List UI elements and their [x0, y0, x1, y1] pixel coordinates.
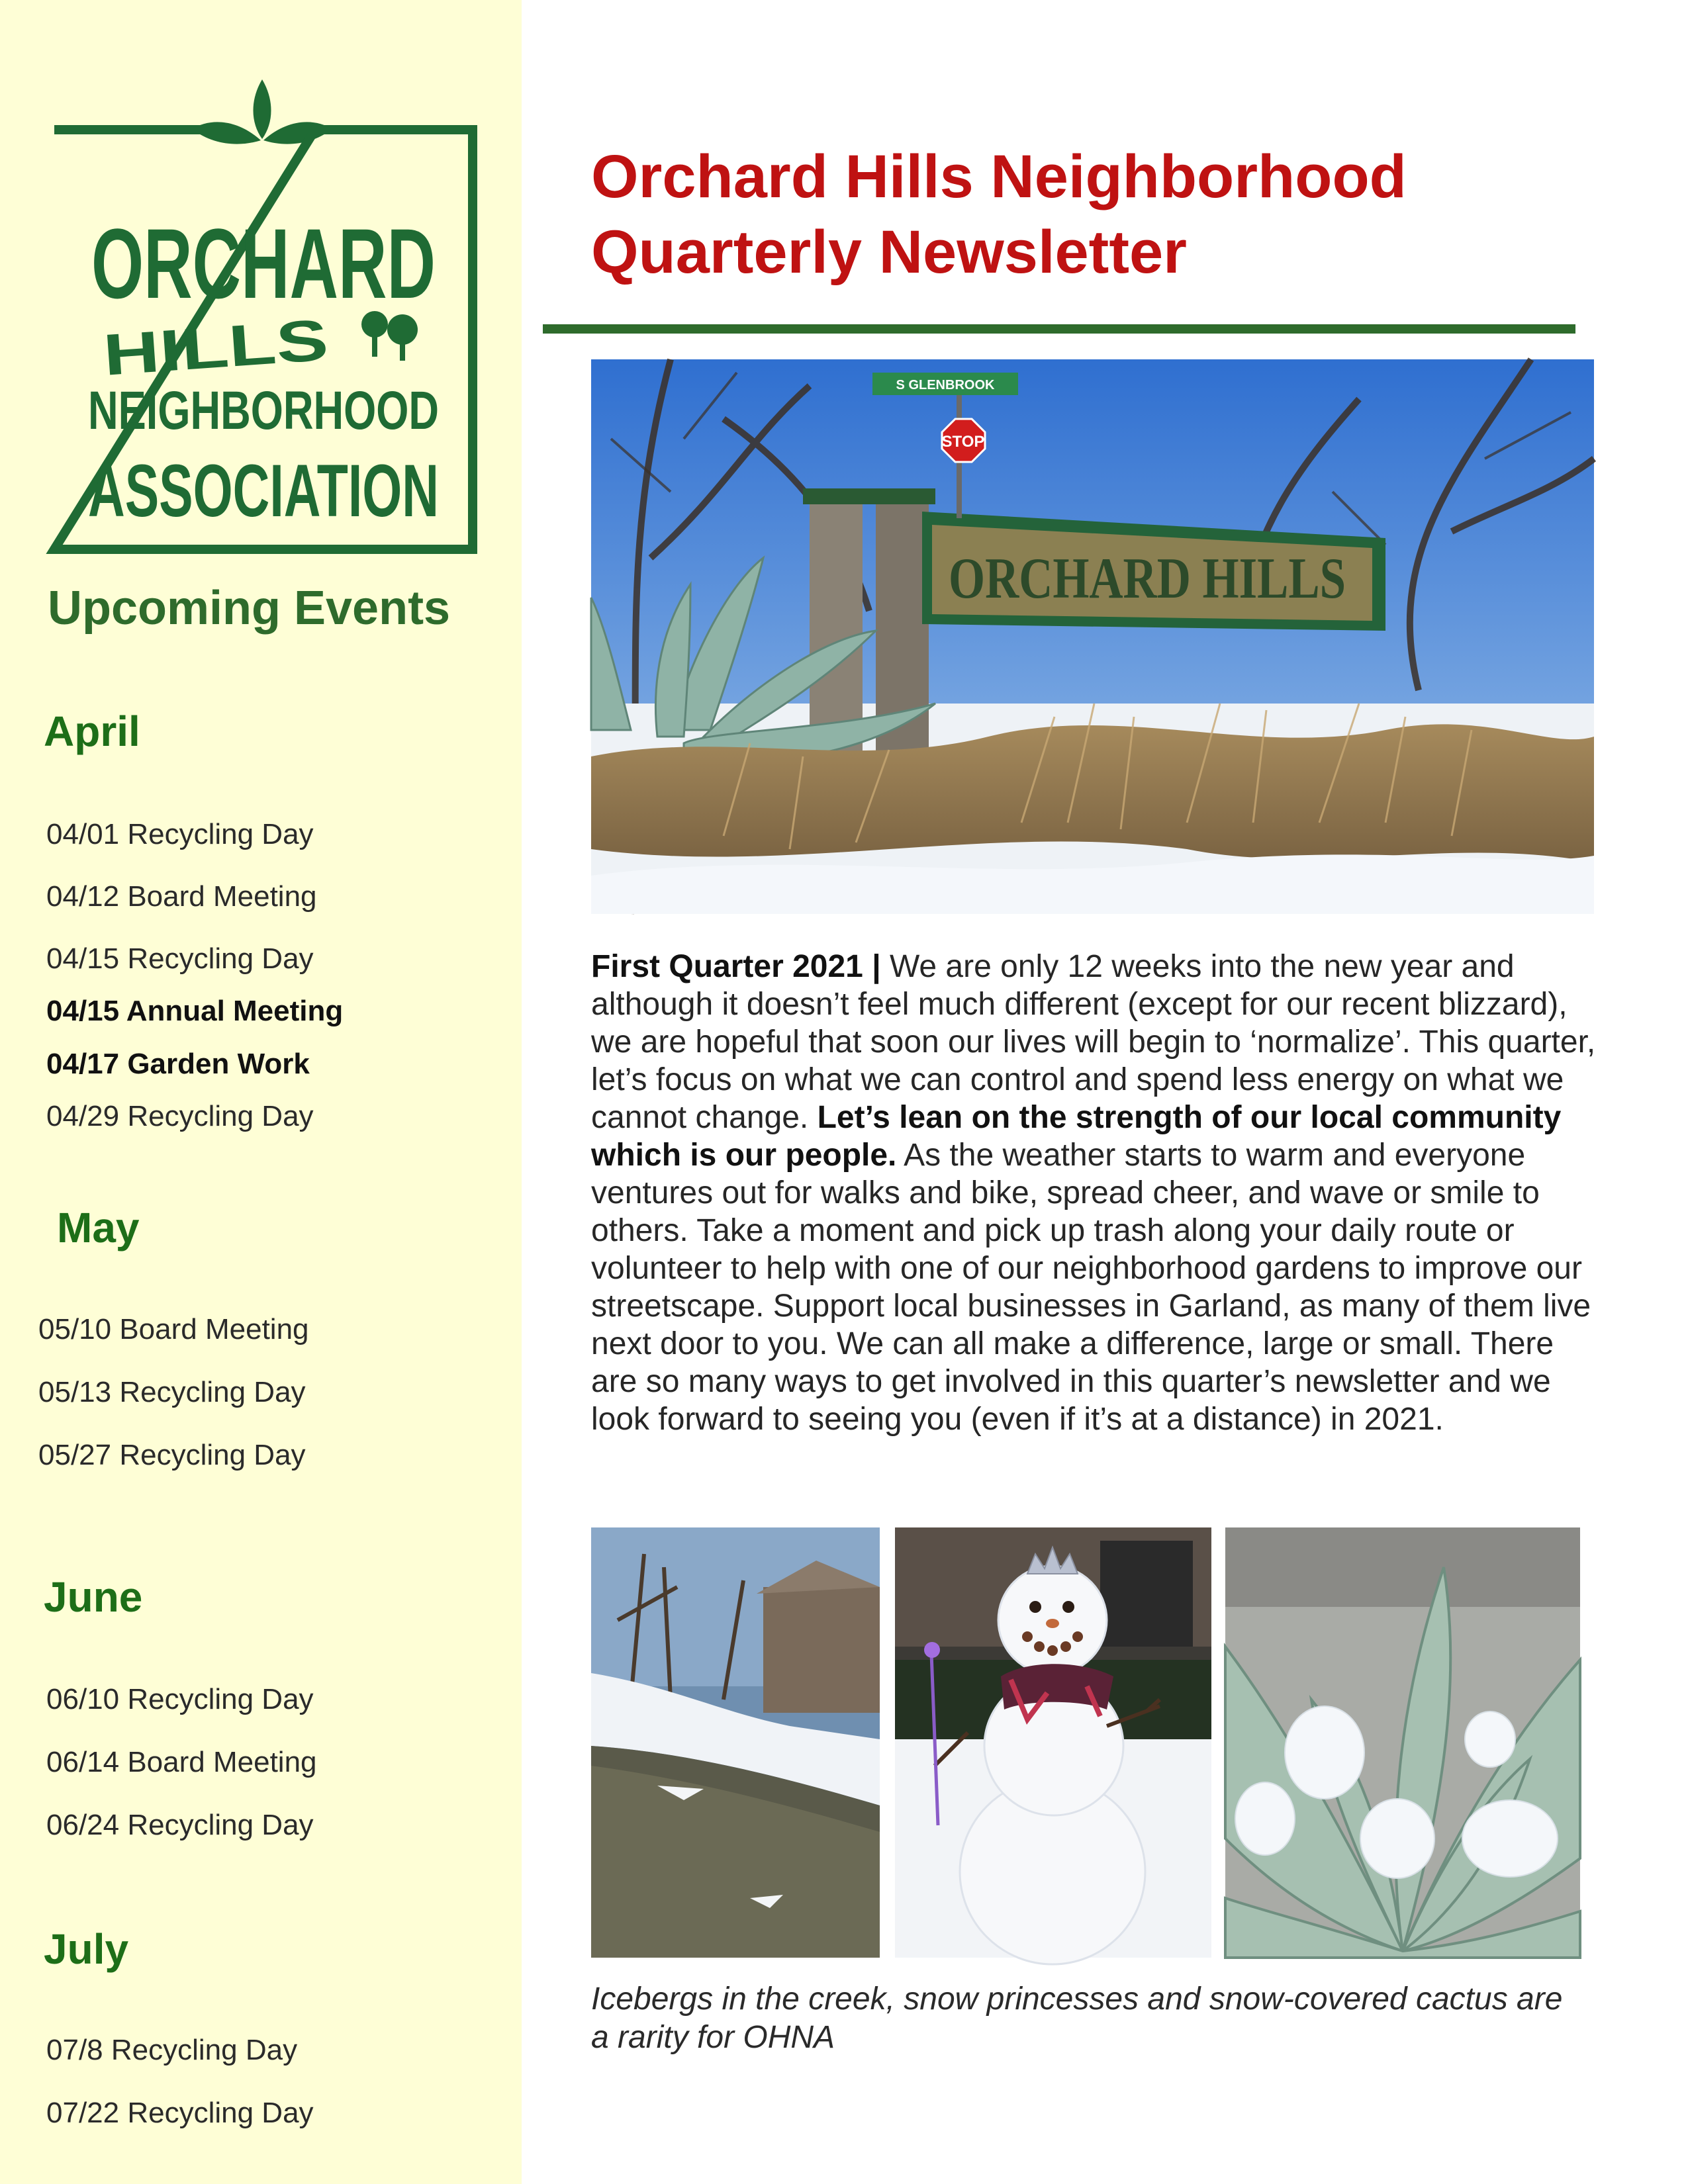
- month-april: April: [44, 707, 140, 755]
- title-divider: [543, 324, 1575, 334]
- event-item-highlight: 04/15 Annual Meeting: [46, 995, 344, 1027]
- event-item-highlight: 04/17 Garden Work: [46, 1048, 310, 1080]
- article-body: [591, 948, 1597, 1438]
- event-item: 04/12 Board Meeting: [46, 880, 317, 913]
- event-item: 06/10 Recycling Day: [46, 1683, 314, 1715]
- upcoming-events-heading: Upcoming Events: [48, 582, 451, 635]
- month-may: May: [57, 1204, 140, 1251]
- event-item: 07/22 Recycling Day: [46, 2097, 314, 2129]
- association-logo: [52, 66, 475, 556]
- photo-snowman-princess: [895, 1527, 1211, 1958]
- street-sign-text: S GLENBROOK: [896, 378, 995, 392]
- month-june: June: [44, 1573, 143, 1621]
- event-item: 04/15 Recycling Day: [46, 942, 314, 975]
- event-item: 05/10 Board Meeting: [38, 1313, 309, 1345]
- event-item: 04/29 Recycling Day: [46, 1100, 314, 1132]
- photo-caption: Icebergs in the creek, snow princesses and snow-covered cactus are a rarity for OHNA: [591, 1981, 1563, 2055]
- article-text-1: We are only 12 weeks into the new year and although it doesn’t feel much different (except for our recent blizzard), we are hopeful that soon our lives will begin to ‘normalize’. This quarter, let’s focus on what we can control and spend less energy on what we cannot change.: [591, 949, 1596, 1135]
- hero-photo-entrance-sign: [591, 359, 1594, 914]
- stop-sign-text: STOP: [941, 433, 985, 451]
- photo-snow-cactus: [1225, 1527, 1580, 1958]
- month-july: July: [44, 1925, 129, 1973]
- event-item: 04/01 Recycling Day: [46, 818, 314, 850]
- logo-word-neighborhood: NEIGHBORHOOD: [88, 381, 439, 441]
- article-emphasis: Let’s lean on the strength of our local community which is our people.: [591, 1100, 1562, 1173]
- photo-creek-icebergs: [591, 1527, 880, 1958]
- article-text-2: As the weather starts to warm and everyone ventures out for walks and bike, spread cheer, and wave or smile to others. Take a moment and pick up trash along your daily route or volunteer to help with one of our neighborhood gardens to improve our streetscape. Support local businesses in Garland, as many of them live next door to you. We can all make a difference, large or small. There are so many ways to get involved in this quarter’s newsletter and we look forward to seeing you (even if it’s at a distance) in 2021.: [591, 1138, 1591, 1437]
- newsletter-title: [591, 139, 1584, 290]
- entrance-sign-text: ORCHARD HILLS: [949, 547, 1346, 611]
- article-lead: First Quarter 2021 |: [591, 949, 881, 984]
- event-item: 06/24 Recycling Day: [46, 1809, 314, 1841]
- title-line-1: Orchard Hills Neighborhood: [591, 143, 1407, 210]
- event-item: 07/8 Recycling Day: [46, 2034, 298, 2066]
- title-line-2: Quarterly Newsletter: [591, 218, 1187, 286]
- event-item: 05/13 Recycling Day: [38, 1376, 306, 1408]
- events-sidebar: [0, 0, 522, 2184]
- logo-word-orchard: ORCHARD: [91, 208, 436, 319]
- event-item: 05/27 Recycling Day: [38, 1439, 306, 1471]
- logo-word-hills: HILLS: [101, 310, 274, 388]
- event-item: 06/14 Board Meeting: [46, 1746, 317, 1778]
- logo-graphic: [52, 66, 475, 556]
- logo-word-association: ASSOCIATION: [88, 449, 439, 532]
